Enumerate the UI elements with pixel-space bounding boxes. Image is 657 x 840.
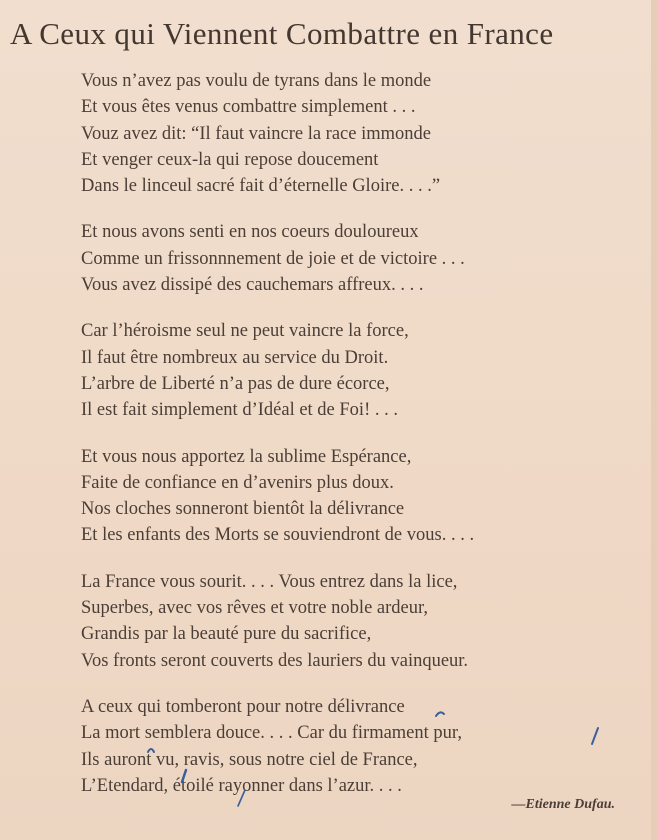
stanza-3 bbox=[81, 318, 641, 423]
poem-line: Vous avez dissipé des cauchemars affreux. . . . bbox=[81, 275, 424, 296]
poem-line: Nos cloches sonneront bientôt la délivrance bbox=[81, 499, 405, 520]
poem-line: Faite de confiance en d’avenirs plus doux. bbox=[81, 472, 394, 493]
poem-line: Et venger ceux-la qui repose doucement bbox=[81, 149, 379, 170]
poem-line: Et nous avons senti en nos coeurs douloureux bbox=[81, 222, 419, 243]
poem-line: Ils auront vu, ravis, sous notre ciel de France, bbox=[81, 749, 418, 770]
poem-line: Vous n’avez pas voulu de tyrans dans le monde bbox=[81, 71, 432, 91]
stanza-2 bbox=[81, 219, 641, 298]
poem-line: Car l’héroisme seul ne peut vaincre la force, bbox=[81, 321, 409, 342]
poem-line: Il est fait simplement d’Idéal et de Foi! . . . bbox=[81, 400, 398, 421]
stanza-6 bbox=[81, 694, 641, 799]
poem-line: Et vous nous apportez la sublime Espérance, bbox=[81, 446, 412, 467]
poem-line: La mort semblera douce. . . . Car du firmament pur, bbox=[81, 723, 462, 744]
stanza-4 bbox=[81, 444, 641, 549]
poem-line: A ceux qui tomberont pour notre délivrance bbox=[81, 696, 405, 717]
poem-line: Dans le linceul sacré fait d’éternelle Gloire. . . .” bbox=[81, 176, 441, 197]
poem-line: Il faut être nombreux au service du Droit. bbox=[81, 347, 389, 368]
stanza-5 bbox=[81, 569, 641, 674]
poem-line: Superbes, avec vos rêves et votre noble ardeur, bbox=[81, 598, 429, 619]
poem-line: Et les enfants des Morts se souviendront de vous. . . . bbox=[81, 525, 475, 546]
stanza-1 bbox=[81, 68, 641, 199]
poem-line: Et vous êtes venus combattre simplement . . . bbox=[81, 97, 416, 118]
poem-line: Comme un frissonnnement de joie et de victoire . . . bbox=[81, 248, 465, 269]
poem-line: Grandis par la beauté pure du sacrifice, bbox=[81, 624, 372, 645]
poem-line: Vouz avez dit: “Il faut vaincre la race immonde bbox=[81, 123, 431, 144]
poem-line: L’arbre de Liberté n’a pas de dure écorce, bbox=[81, 373, 390, 394]
page-edge bbox=[651, 0, 657, 840]
author-signature: —Etienne Dufau. bbox=[511, 797, 615, 812]
poem-line: L’Etendard, étoilé rayonner dans l’azur. . . . bbox=[81, 775, 402, 796]
poem-title: A Ceux qui Viennent Combattre en France bbox=[10, 16, 554, 51]
poem-body bbox=[81, 68, 641, 819]
poem-line: La France vous sourit. . . . Vous entrez dans la lice, bbox=[81, 571, 458, 592]
poem-line: Vos fronts seront couverts des lauriers du vainqueur. bbox=[81, 650, 469, 671]
